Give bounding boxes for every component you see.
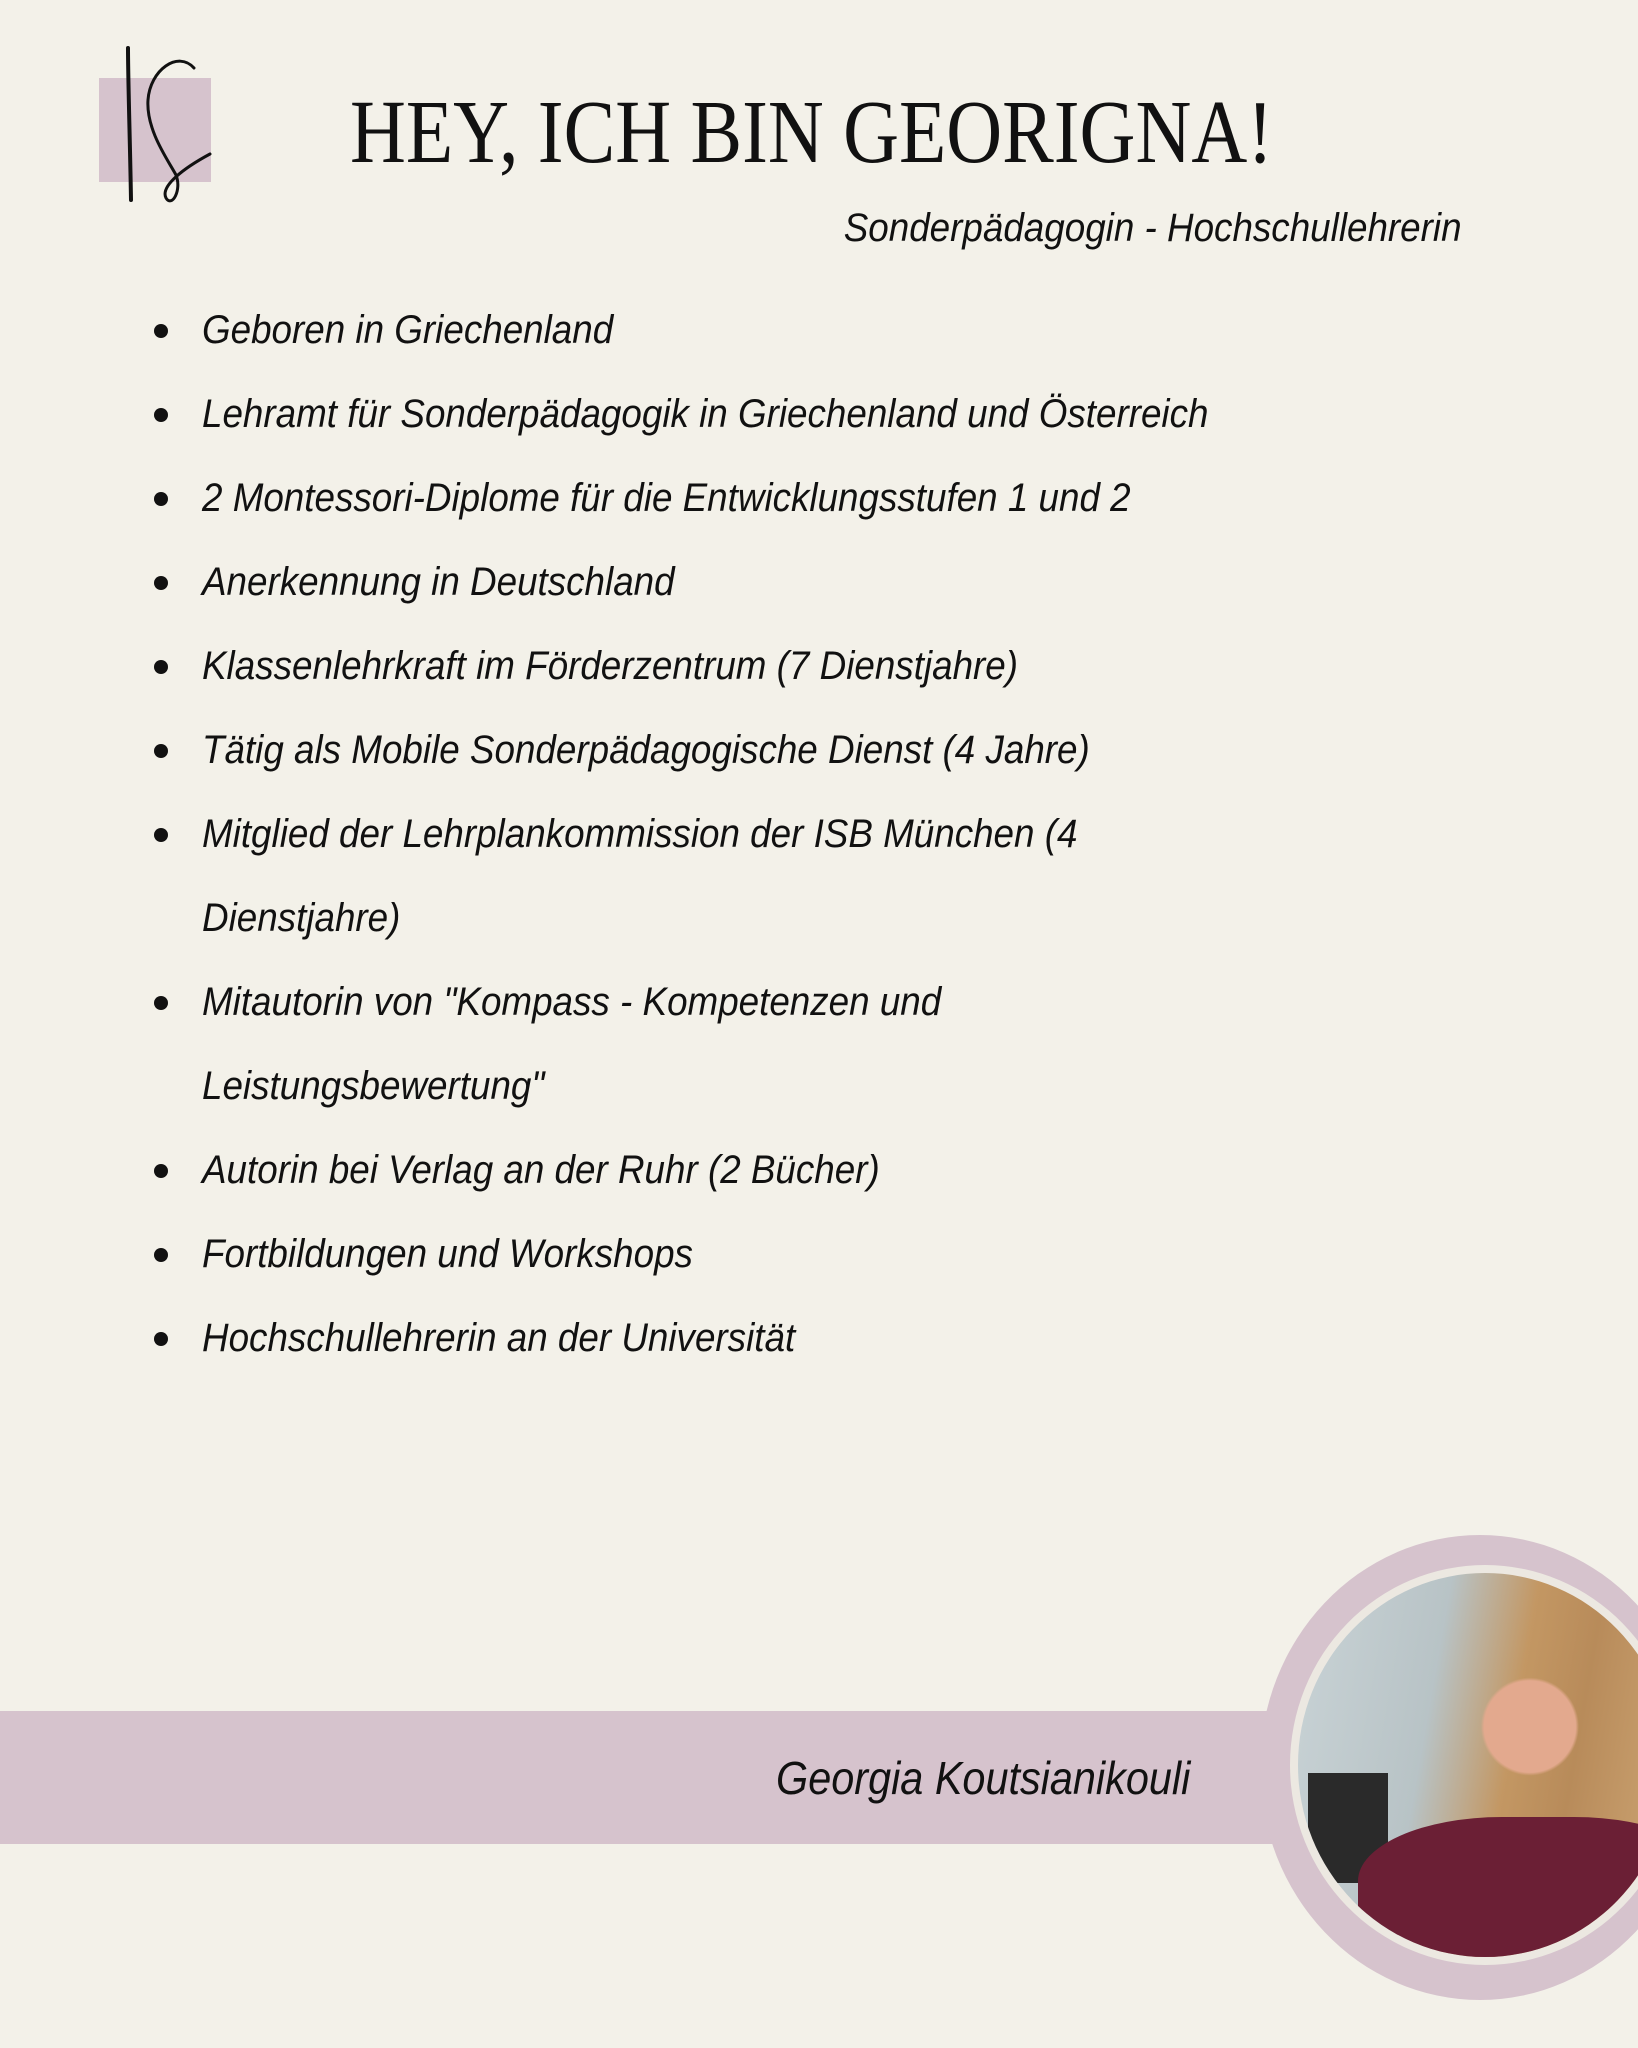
bullet-icon [154, 660, 168, 674]
list-item: Lehramt für Sonderpädagogik in Griechenland und Österreich [150, 372, 1400, 456]
bullet-icon [154, 324, 168, 338]
list-item: Geboren in Griechenland [150, 288, 1400, 372]
page-title: HEY, ICH BIN GEORIGNA! [350, 83, 1274, 182]
list-item: Klassenlehrkraft im Förderzentrum (7 Dienstjahre) [150, 624, 1400, 708]
bullet-icon [154, 996, 168, 1010]
list-item: Mitglied der Lehrplankommission der ISB München (4 [150, 792, 1400, 876]
list-item: Anerkennung in Deutschland [150, 540, 1400, 624]
list-item: Hochschullehrerin an der Universität [150, 1296, 1400, 1380]
bullet-icon [154, 576, 168, 590]
bullet-icon [154, 1248, 168, 1262]
list-item: Mitautorin von "Kompass - Kompetenzen und [150, 960, 1400, 1044]
signature-monogram-icon [98, 40, 228, 210]
photo-sweater [1358, 1817, 1638, 1965]
bullet-icon [154, 1332, 168, 1346]
list-item-continuation: Dienstjahre) [202, 896, 401, 940]
list-item: Fortbildungen und Workshops [150, 1212, 1400, 1296]
bullet-icon [154, 408, 168, 422]
bullet-icon [154, 828, 168, 842]
name-band [0, 1711, 1300, 1844]
subtitle: Sonderpädagogin - Hochschullehrerin [844, 206, 1462, 250]
list-item: Autorin bei Verlag an der Ruhr (2 Bücher) [150, 1128, 1400, 1212]
author-name: Georgia Koutsianikouli [775, 1752, 1190, 1804]
bullet-icon [154, 492, 168, 506]
bullet-icon [154, 1164, 168, 1178]
logo [98, 40, 228, 210]
bullet-icon [154, 744, 168, 758]
list-item: 2 Montessori-Diplome für die Entwicklungsstufen 1 und 2 [150, 456, 1400, 540]
facts-list [150, 288, 1400, 1380]
list-item-continuation: Leistungsbewertung" [202, 1064, 545, 1108]
list-item: Tätig als Mobile Sonderpädagogische Dienst (4 Jahre) [150, 708, 1400, 792]
